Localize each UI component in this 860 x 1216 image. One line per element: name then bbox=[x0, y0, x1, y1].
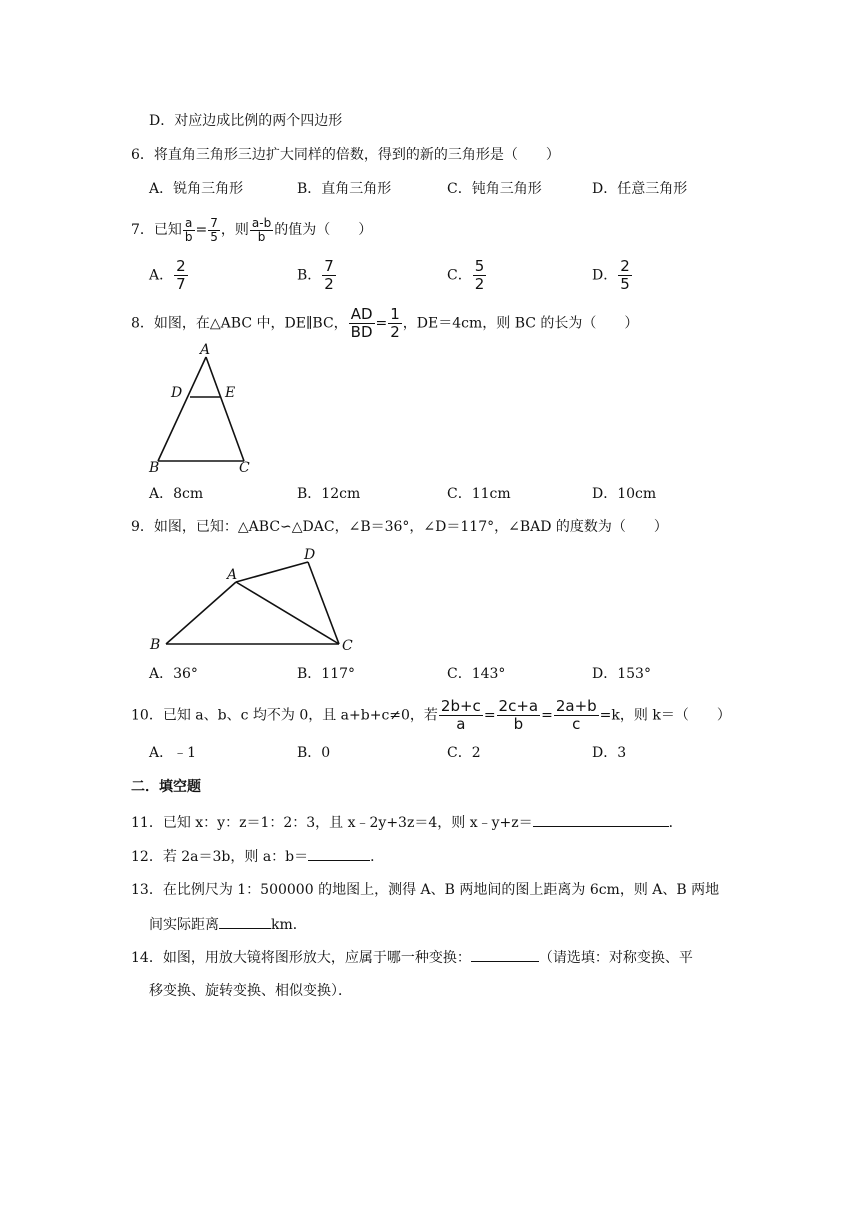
fraction-numerator: 2b+c bbox=[440, 697, 481, 715]
side-ad bbox=[236, 562, 308, 582]
q7-text-1: 7．已知 bbox=[131, 222, 182, 238]
q10-option-d: D．3 bbox=[592, 745, 627, 761]
q10-option-c: C．2 bbox=[447, 745, 481, 761]
fraction-numerator: AD bbox=[349, 306, 375, 324]
vertex-label-e: E bbox=[225, 385, 236, 401]
q10-fraction-2 bbox=[497, 698, 541, 733]
fraction-denominator: 5 bbox=[620, 275, 630, 293]
q8-option-a: A．8cm bbox=[149, 486, 204, 502]
q13-text-1: 间实际距离 bbox=[149, 917, 219, 933]
option-label: C． bbox=[447, 267, 472, 284]
fraction-numerator: 5 bbox=[474, 257, 485, 275]
q10-option-a: A．﹣1 bbox=[149, 745, 197, 761]
q11-text-1: 11．已知 x：y：z＝1：2：3，且 x﹣2y+3z＝4，则 x﹣y+z＝ bbox=[131, 815, 533, 831]
option-fraction bbox=[174, 258, 188, 293]
q14-answer-blank[interactable] bbox=[471, 947, 539, 962]
q13-stem-line-1: 13．在比例尺为 1：500000 的地图上，测得 A、B 两地间的图上距离为 6cm，则 A、B 两地 bbox=[131, 882, 720, 898]
q8-option-b: B．12cm bbox=[297, 486, 361, 502]
q8-option-c: C．11cm bbox=[447, 486, 511, 502]
q7-stem bbox=[131, 216, 372, 244]
vertex-label-d: D bbox=[171, 385, 183, 401]
fraction-denominator: 7 bbox=[176, 275, 186, 293]
vertex-label-a: A bbox=[200, 342, 211, 358]
q8-triangle-figure bbox=[146, 342, 256, 474]
vertex-label-c: C bbox=[342, 638, 353, 654]
q5-option-d: D．对应边成比例的两个四边形 bbox=[149, 113, 343, 129]
q10-stem bbox=[131, 698, 731, 733]
q11-text-2: ． bbox=[668, 815, 683, 831]
q14-stem-line-1 bbox=[131, 947, 693, 968]
q7-fraction-amb-b bbox=[250, 217, 273, 244]
fraction-denominator: b bbox=[513, 715, 524, 733]
q7-text-2: ，则 bbox=[220, 222, 249, 238]
q7-option-d bbox=[592, 258, 633, 293]
side-ac bbox=[206, 357, 244, 461]
fraction-denominator: BD bbox=[350, 323, 373, 341]
q6-stem: 6．将直角三角形三边扩大同样的倍数，得到的新的三角形是（ ） bbox=[131, 147, 560, 163]
q12-answer-blank[interactable] bbox=[308, 846, 370, 861]
q9-option-d: D．153° bbox=[592, 666, 651, 682]
vertex-label-d: D bbox=[304, 547, 316, 563]
fraction-denominator: 2 bbox=[474, 275, 485, 293]
fraction-numerator: a bbox=[183, 217, 195, 231]
q7-option-c bbox=[447, 258, 487, 293]
equals-sign: = bbox=[375, 315, 388, 332]
option-fraction bbox=[618, 258, 632, 293]
q8-fraction-ad-bd bbox=[349, 306, 375, 341]
q10-text-1: 10．已知 a、b、c 均不为 0，且 a+b+c≠0，若 bbox=[131, 707, 438, 724]
q13-stem-line-2 bbox=[149, 914, 307, 935]
q11-answer-blank[interactable] bbox=[533, 812, 669, 827]
fraction-denominator: 2 bbox=[324, 275, 334, 293]
q14-stem-line-2: 移变换、旋转变换、相似变换）． bbox=[149, 983, 352, 999]
vertex-label-a: A bbox=[227, 567, 238, 583]
q7-option-a bbox=[149, 258, 189, 293]
section-heading-fill-in: 二．填空题 bbox=[131, 779, 201, 795]
option-label: A． bbox=[149, 267, 174, 284]
q8-text-1: 8．如图，在△ABC 中，DE∥BC， bbox=[131, 315, 348, 332]
q10-option-b: B．0 bbox=[297, 745, 331, 761]
q11-stem bbox=[131, 812, 683, 833]
q8-stem bbox=[131, 306, 638, 341]
q7-option-b bbox=[297, 258, 337, 293]
side-ac bbox=[236, 582, 339, 644]
q9-stem: 9．如图，已知：△ABC∽△DAC，∠B＝36°，∠D＝117°，∠BAD 的度数为（ ） bbox=[131, 519, 668, 535]
vertex-label-b: B bbox=[149, 460, 160, 474]
fraction-denominator: a bbox=[456, 715, 466, 733]
option-label: D． bbox=[592, 267, 618, 284]
q6-option-a: A．锐角三角形 bbox=[149, 181, 244, 197]
q10-text-2: =k，则 k＝（ ） bbox=[599, 707, 731, 724]
fraction-numerator: 7 bbox=[324, 257, 334, 275]
side-ab bbox=[158, 357, 206, 461]
q12-stem bbox=[131, 846, 384, 867]
q7-text-3: 的值为（ ） bbox=[274, 222, 373, 238]
q12-text-1: 12．若 2a＝3b，则 a：b＝ bbox=[131, 849, 309, 865]
vertex-label-c: C bbox=[239, 460, 250, 474]
equals-sign: = bbox=[483, 707, 496, 724]
fraction-denominator: 5 bbox=[210, 229, 218, 244]
vertex-label-b: B bbox=[150, 637, 161, 653]
fraction-numerator: 2 bbox=[620, 257, 630, 275]
fraction-numerator: 1 bbox=[390, 305, 400, 323]
q9-option-a: A．36° bbox=[149, 666, 198, 682]
q8-option-d: D．10cm bbox=[592, 486, 657, 502]
q8-text-2: ，DE＝4cm，则 BC 的长为（ ） bbox=[402, 315, 639, 332]
equals-sign: = bbox=[541, 707, 553, 724]
q14-text-1: 14．如图，用放大镜将图形放大，应属于哪一种变换： bbox=[131, 950, 471, 966]
q7-fraction-7-5 bbox=[208, 217, 220, 244]
q6-option-c: C．钝角三角形 bbox=[447, 181, 542, 197]
side-ba bbox=[166, 582, 236, 644]
q13-text-2: km． bbox=[271, 917, 307, 933]
option-fraction bbox=[322, 258, 336, 293]
equals-sign: = bbox=[195, 222, 208, 238]
q9-option-b: B．117° bbox=[297, 666, 356, 682]
fraction-denominator: b bbox=[184, 229, 193, 244]
q6-option-d: D．任意三角形 bbox=[592, 181, 688, 197]
q8-fraction-1-2 bbox=[388, 306, 402, 341]
q13-answer-blank[interactable] bbox=[219, 914, 271, 929]
side-dc bbox=[308, 562, 339, 644]
fraction-numerator: 2c+a bbox=[498, 697, 539, 715]
option-fraction bbox=[473, 258, 487, 293]
fraction-numerator: 7 bbox=[210, 215, 218, 230]
fraction-numerator: 2 bbox=[176, 257, 186, 275]
q12-text-2: ． bbox=[370, 849, 385, 865]
fraction-numerator: a-b bbox=[251, 215, 272, 230]
q9-option-c: C．143° bbox=[447, 666, 506, 682]
q10-fraction-1 bbox=[439, 698, 483, 733]
fraction-denominator: b bbox=[257, 229, 266, 244]
option-label: B． bbox=[297, 267, 322, 284]
fraction-numerator: 2a+b bbox=[555, 697, 597, 715]
q7-fraction-a-b bbox=[183, 217, 195, 244]
q14-text-2: （请选填：对称变换、平 bbox=[538, 950, 693, 966]
fraction-denominator: c bbox=[572, 715, 581, 733]
fraction-denominator: 2 bbox=[390, 323, 400, 341]
q6-option-b: B．直角三角形 bbox=[297, 181, 392, 197]
q10-fraction-3 bbox=[554, 698, 599, 733]
q9-triangle-figure bbox=[146, 546, 362, 654]
